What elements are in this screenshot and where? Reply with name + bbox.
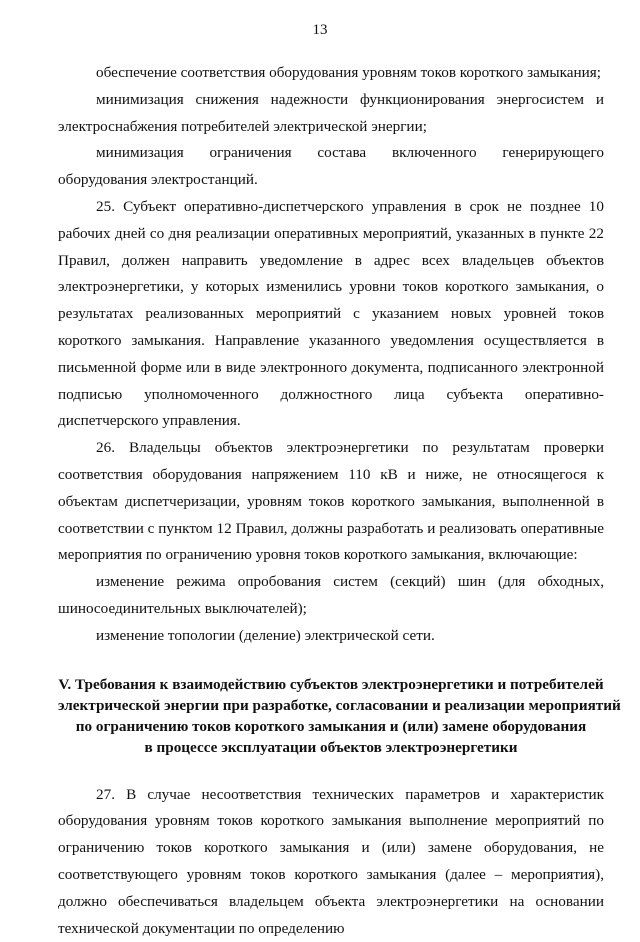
section-heading [58, 674, 621, 758]
document-body [58, 60, 621, 942]
paragraph-item-26: 26. Владельцы объектов электроэнергетики по результатам проверки соответствия оборудования напряжением 110 кВ и ниже, не относящегося к объектам диспетчеризации, уровням токов короткого замыкания, выполненной в соответствии с пунктом 12 Правил, должны разработать и реализовать оперативные мероприятия по ограничению уровня токов короткого замыкания, включающие: [58, 439, 604, 564]
paragraph-reliability-minimization: минимизация снижения надежности функционирования энергосистем и электроснабжения потребителей электрической энергии; [58, 90, 604, 135]
paragraph-equipment-compliance: обеспечение соответствия оборудования уровням токов короткого замыкания; [96, 64, 601, 81]
section-heading-line-1: V. Требования к взаимодействию субъектов электроэнергетики и потребителей [58, 675, 604, 693]
paragraph-network-topology-change: изменение топологии (деление) электрической сети. [96, 626, 435, 644]
paragraph-item-25: 25. Субъект оперативно-диспетчерского управления в срок не позднее 10 рабочих дней со дня реализации оперативных мероприятий, указанных в пункте 22 Правил, должен направить уведомление в адрес всех владельцев объектов электроэнергетики, у которых изменились уровни токов короткого замыкания, о результатах реализованных мероприятий с указанием новых уровней токов короткого замыкания. Направление указанного уведомления осуществляется в письменной форме или в виде электронного документа, подписанного электронной подписью уполномоченного должностного лица субъекта оперативно-диспетчерского управления. [58, 197, 604, 430]
section-gap-after [58, 758, 604, 782]
section-gap [58, 650, 604, 674]
page-number: 13 [312, 22, 328, 38]
paragraph-busbar-mode-change: изменение режима опробования систем (секций) шин (для обходных, шиносоединительных выключателей); [58, 573, 604, 617]
section-heading-line-4: в процессе эксплуатации объектов электроэнергетики [144, 738, 518, 756]
paragraph-generation-minimization: минимизация ограничения состава включенного генерирующего оборудования электростанций. [58, 144, 604, 189]
section-heading-line-2: электрической энергии при разработке, согласовании и реализации мероприятий [58, 696, 621, 714]
section-heading-line-3: по ограничению токов короткого замыкания и (или) замене оборудования [75, 717, 587, 735]
paragraph-item-27: 27. В случае несоответствия технических параметров и характеристик оборудования уровням токов короткого замыкания выполнение мероприятий по ограничению токов короткого замыкания и (или) замене оборудования, не соответствующего уровням токов короткого замыкания (далее – мероприятия), должно обеспечиваться владельцем объекта электроэнергетики на основании технической документации по определению [58, 785, 604, 937]
